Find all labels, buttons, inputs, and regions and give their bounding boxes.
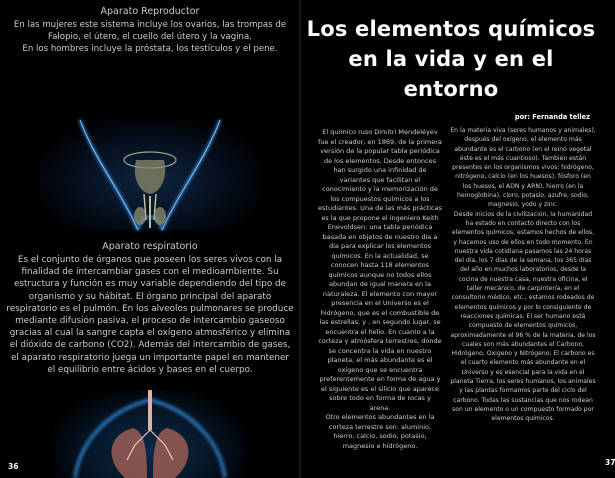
left-page <box>0 0 300 478</box>
respiratorio-title: Aparato respiratorio <box>102 241 198 252</box>
article-column-1: El químico ruso Dimitri Mendeléyev fue el creador, en 1869, de la primera versión de la popular tabla periódica de los elementos. Desde entonces han surgido una infinidad de variantes que facilitan el conocimiento y la memorización de los compuestos químicos a los estudiantes. Una de las más prácticas es la que propone el ingeniero Keith Enevoldsen: una tabla periódica basada en objetos de nuestro día a día para explicar los elementos químicos. En la actualidad, se conocen hasta 118 elementos químicos aunque no todos ellos abundan de igual manera en la naturaleza. El elemento con mayor presencia en el Universo es el hidrógeno, que es el combustible de las estrellas, y , en segundo lugar, se encuentra el helio. En cuanto a la corteza y atmósfera terrestres, donde se concentra la vida en nuestro planeta, el más abundante es el oxígeno que se encuentra preferentemente en forma de agua y el siguiente es el silicio que aparece sobre todo en forma de rocas y arena. Otro elementos abundantes en la corteza terrestre son: aluminio, hierro, calcio, sodio, potasio, magnesio e hidrógeno. <box>318 128 442 450</box>
article-headline <box>306 14 596 104</box>
page-number-left: 36 <box>8 462 19 471</box>
respiratorio-body: Es el conjunto de órganos que poseen los seres vivos con la finalidad de intercambiar gases con el medioambiente. Su estructura y función es muy variable dependiendo del tipo de organismo y su hábitat. El órgano principal del aparato respiratorio es el pulmón. En los alveolos pulmonares se produce mediante difusión pasiva, el proceso de intercambio gaseoso gracias al cual la sangre capta el oxígeno atmosférico y elimina el dióxido de carbono (CO2). Además del intercambio de gases, el aparato respiratorio juega un importante papel en mantener el equilibrio entre ácidos y bases en el cuerpo. <box>6 255 294 375</box>
author-byline: por: Fernanda tellez <box>514 113 590 121</box>
respiratory-system-illustration <box>55 390 245 478</box>
reproductor-title: Aparato Reproductor <box>100 6 200 17</box>
reproductive-system-illustration <box>40 120 260 230</box>
page-number-right: 37 <box>605 458 615 467</box>
page-fold <box>298 0 302 478</box>
headline-line-3: entorno <box>403 77 499 101</box>
headline-line-1: Los elementos químicos <box>306 17 596 41</box>
article-column-2: En la materia viva (seres humanos y animales), después del oxígeno, el elemento más abundante es el carbono (en el reino vegetal éste es el más cuantioso). También están presentes en los organismos vivos: hidrógeno, nitrógeno, calcio (en los huesos), fósforo (en los huesos, el ADN y ARN), hierro (en la hemoglobina), cloro, potasio, azufre, sodio, magnesio, yodo y zinc. Desde inicios de la civilización, la humanidad ha estado en contacto directo con los elementos químicos, estamos hechos de ellos, y hacemos uso de ellos en todo momento. En nuestra vida cotidiana pasamos las 24 horas del día, los 7 días de la semana, los 365 días del año en muchos laboratorios, desde la cocina de nuestra casa, nuestra oficina, el taller mecánico, de carpintería, en el consultorio médico, etc., estamos rodeados de elementos químicos y por lo consiguiente de reacciones químicas. El ser humano está compuesto de elementos químicos, aproximadamente el 96 % de la materia, de los cuales son más abundantes el Carbono, Hidrógeno, Oxigeno y Nitrógeno; El carbono es el cuarto elemento más abundante en el Universo y es esencial para la vida en el planeta Tierra, los seres humanos, los animales y las plantas formamos parte del ciclo del carbono. Todas las sustancias que nos rodean son un elemento o un compuesto formado por elementos químicos. <box>450 127 596 423</box>
reproductor-body: En las mujeres este sistema incluye los ovarios, las trompas de Falopio, el útero, el cuello del útero y la vagina. En los hombres incluye la próstata, los testículos y el pene. <box>13 20 287 54</box>
headline-line-2: en la vida y en el <box>348 47 554 71</box>
